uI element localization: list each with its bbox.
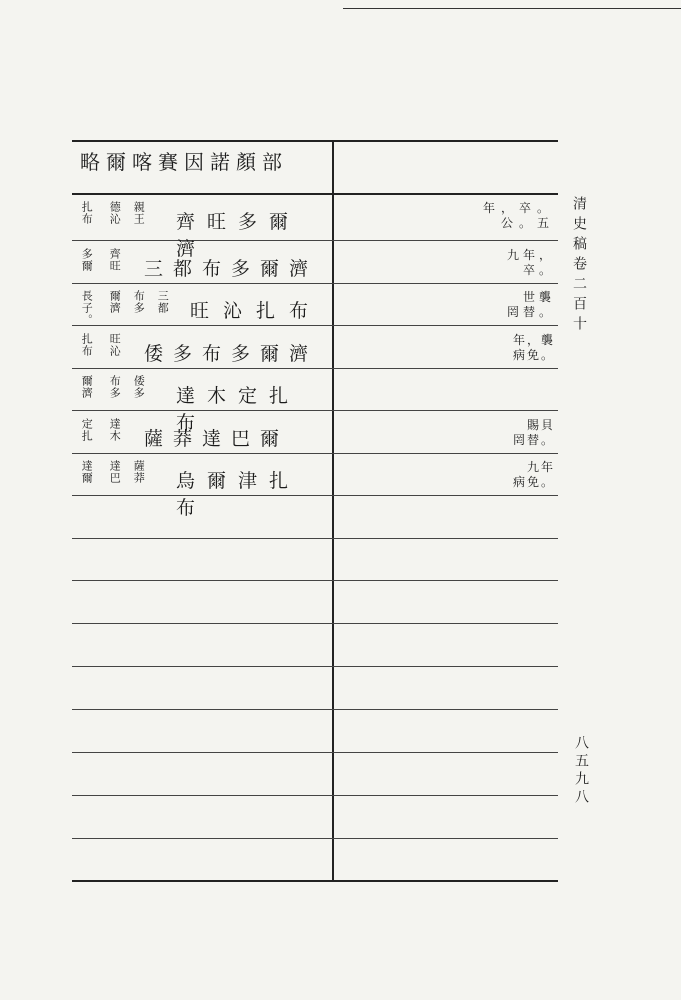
column-divider xyxy=(332,140,334,882)
row-7-main-name: 烏爾津扎布 xyxy=(176,470,301,519)
row-7-note: 九年 病免。 xyxy=(512,460,555,489)
row-1-small-1: 親王 xyxy=(132,201,146,225)
row-7-small-2: 達巴 xyxy=(108,460,122,484)
row-2-small-2: 多爾 xyxy=(80,248,94,272)
running-title: 清史稿卷二百十 xyxy=(571,196,587,336)
row-rule xyxy=(72,283,558,284)
empty-row-rule xyxy=(72,709,558,710)
row-1-small-2: 德沁 xyxy=(108,201,122,225)
row-rule xyxy=(72,368,558,369)
row-4-note: 年，襲 病免。 xyxy=(512,333,555,362)
row-1-small-3: 扎布 xyxy=(80,201,94,225)
row-5-small-3: 爾濟 xyxy=(80,375,94,399)
empty-row-rule xyxy=(72,666,558,667)
row-6-small-2: 定扎 xyxy=(80,418,94,442)
empty-row-rule xyxy=(72,580,558,581)
row-3-main-name: 旺沁扎布 xyxy=(190,300,323,322)
row-6-small-1: 達木 xyxy=(108,418,122,442)
row-5-main-name: 達木定扎布 xyxy=(176,385,301,434)
row-5-name-cell xyxy=(80,375,330,434)
row-1-name-cell xyxy=(80,201,330,260)
row-3-note: 世襲 罔替。 xyxy=(506,290,555,319)
row-3-small-4: 長子。 xyxy=(80,290,94,326)
row-rule xyxy=(72,325,558,326)
empty-row-rule xyxy=(72,623,558,624)
row-2-small-1: 齊旺 xyxy=(108,248,122,272)
row-7-small-3: 達爾 xyxy=(80,460,94,484)
row-6-note: 賜貝 罔替。 xyxy=(512,418,555,447)
row-rule xyxy=(72,453,558,454)
row-2-main-name: 三都布多爾濟 xyxy=(144,258,319,280)
row-2-note: 九年， 卒。 xyxy=(506,248,555,277)
row-1-note: 年，卒。 公。五 xyxy=(482,201,555,230)
row-5-small-1: 倭多 xyxy=(132,375,146,399)
row-3-small-3: 爾濟 xyxy=(108,290,122,314)
empty-row-rule xyxy=(72,538,558,539)
row-7-small-1: 薩莽 xyxy=(132,460,146,484)
row-4-small-1: 旺沁 xyxy=(108,333,122,357)
empty-row-rule xyxy=(72,795,558,796)
row-2-name-cell xyxy=(80,248,330,282)
row-3-small-1: 三都 xyxy=(156,290,170,314)
row-6-main-name: 薩莽達巴爾 xyxy=(144,428,290,450)
row-1-main-name: 齊旺多爾濟 xyxy=(176,211,301,260)
row-3-small-2: 布多 xyxy=(132,290,146,314)
row-4-name-cell xyxy=(80,333,330,367)
table-bottom-rule xyxy=(72,880,558,882)
row-6-name-cell xyxy=(80,418,330,452)
row-3-name-cell xyxy=(80,290,330,324)
row-7-name-cell xyxy=(80,460,330,519)
page-number: 八五九八 xyxy=(573,735,589,807)
top-rule xyxy=(343,8,681,9)
empty-row-rule xyxy=(72,838,558,839)
header-bottom-rule xyxy=(72,193,558,195)
row-5-small-2: 布多 xyxy=(108,375,122,399)
row-4-small-2: 扎布 xyxy=(80,333,94,357)
row-4-main-name: 倭多布多爾濟 xyxy=(144,343,319,365)
header-title: 略爾喀賽因諾顏部 xyxy=(80,150,288,174)
empty-row-rule xyxy=(72,752,558,753)
table-top-rule xyxy=(72,140,558,142)
